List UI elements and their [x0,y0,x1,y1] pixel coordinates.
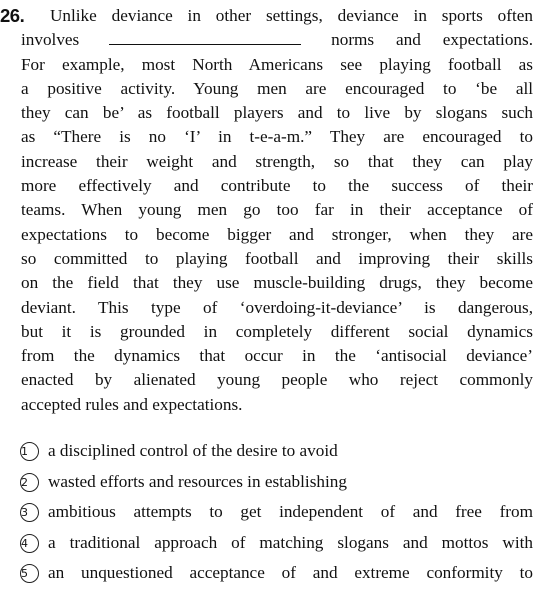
passage-line: but it is grounded in completely different social dynamics [21,321,533,341]
choice-2[interactable] [20,467,533,498]
choice-text: wasted efforts and resources in establishing [48,471,347,491]
question-number: 26. [0,5,25,26]
choice-text: an unquestioned acceptance of and extreme conformity to [48,563,533,582]
circled-number-3-icon: 3 [20,503,39,522]
choice-3[interactable] [20,497,533,528]
circled-number-1-icon: 1 [20,442,39,461]
choice-4[interactable] [20,528,533,559]
passage-line: increase their weight and strength, so that they can play [21,151,533,171]
passage-line: on the field that they use muscle-building drugs, they become [21,273,533,293]
circled-number-4-icon: 4 [20,534,39,553]
circled-number-2-icon: 2 [20,473,39,492]
passage-line: more effectively and contribute to the success of their [21,176,533,196]
passage-text: norms and expectations. [331,30,533,50]
passage-text: involves [21,30,80,50]
passage-line-with-blank [0,28,533,52]
question-passage [0,4,533,417]
choice-5[interactable] [20,558,533,589]
passage-line: so committed to playing football and improving their skills [21,248,533,268]
choice-text: ambitious attempts to get independent of and free from [48,502,533,521]
passage-line: from the dynamics that occur in the ‘antisocial deviance’ [21,346,533,366]
passage-line: a positive activity. Young men are encouraged to ‘be all [21,78,533,98]
passage-line: they can be’ as football players and to live by slogans such [21,103,533,123]
passage-line: as “There is no ‘I’ in t-e-a-m.” They are encouraged to [21,127,533,147]
passage-line: enacted by alienated young people who reject commonly [21,370,533,390]
passage-line: expectations to become bigger and stronger, when they are [21,224,533,244]
answer-choices [20,436,533,589]
passage-line: For example, most North Americans see playing football as [21,54,533,74]
circled-number-5-icon: 5 [20,564,39,583]
choice-text: a disciplined control of the desire to avoid [48,441,338,460]
passage-line: teams. When young men go too far in their acceptance of [21,200,533,220]
choice-1[interactable] [20,436,533,467]
passage-text: Unlike deviance in other settings, deviance in sports often [50,6,533,25]
answer-blank [109,29,301,45]
passage-line: accepted rules and expectations. [21,394,243,414]
passage-line: deviant. This type of ‘overdoing-it-deviance’ is dangerous, [21,297,533,317]
choice-text: a traditional approach of matching slogans and mottos with [48,532,533,552]
passage-line [0,4,533,28]
